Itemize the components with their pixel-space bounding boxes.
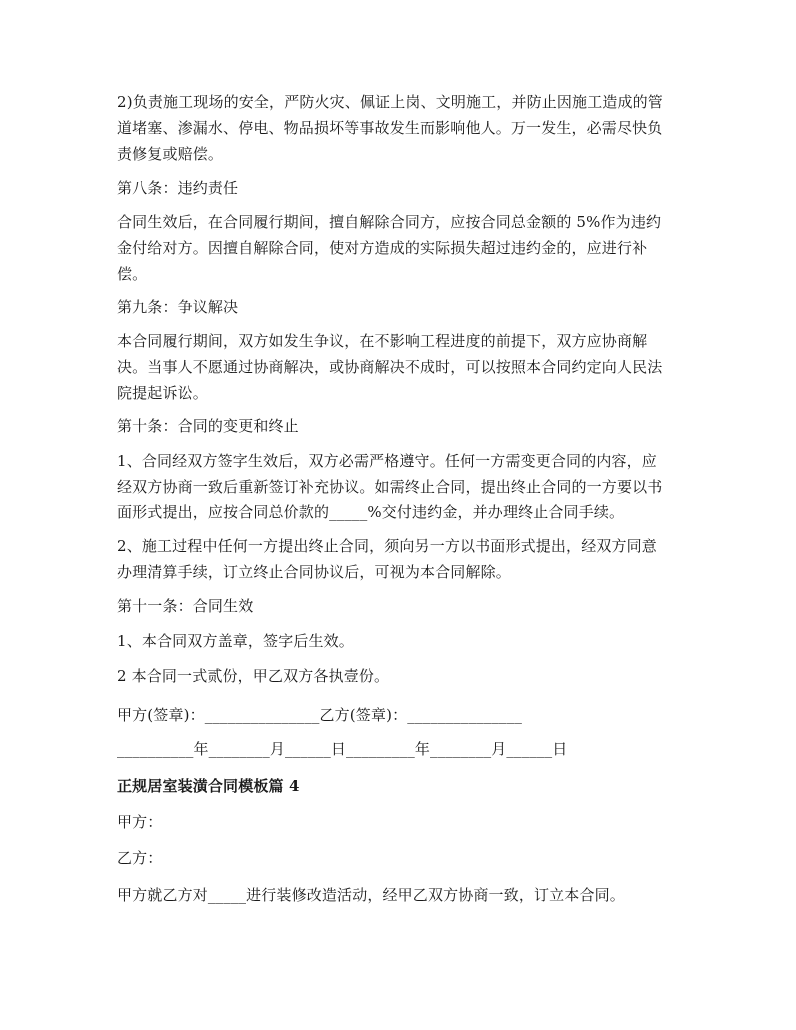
clause-9-para-line-3: 院提起诉讼。 bbox=[117, 384, 208, 402]
date-line: __________年________月______日_________年________月______日 bbox=[117, 740, 568, 758]
clause-10-item-1-line-3: 面形式提出，应按合同总价款的_____%交付违约金，并办理终止合同手续。 bbox=[117, 503, 625, 521]
clause-9-heading: 第九条：争议解决 bbox=[117, 298, 239, 316]
clause-7-item-2-line-3: 责修复或赔偿。 bbox=[117, 145, 224, 163]
clause-7-item-2-line-2: 道堵塞、渗漏水、停电、物品损坏等事故发生而影响他人。万一发生，必需尽快负 bbox=[117, 119, 663, 137]
clause-10-item-2-line-1: 2、施工过程中任何一方提出终止合同，须向另一方以书面形式提出，经双方同意 bbox=[117, 537, 657, 555]
clause-10-item-2-line-2: 办理清算手续，订立终止合同协议后，可视为本合同解除。 bbox=[117, 563, 511, 581]
signature-line: 甲方(签章)：_______________乙方(签章)：_______________ bbox=[117, 706, 523, 724]
clause-11-heading: 第十一条：合同生效 bbox=[117, 597, 254, 615]
clause-8-para-line-1: 合同生效后，在合同履行期间，擅自解除合同方，应按合同总金额的 5%作为违约 bbox=[117, 213, 662, 231]
clause-10-heading: 第十条：合同的变更和终止 bbox=[117, 417, 299, 435]
clause-8-heading: 第八条：违约责任 bbox=[117, 179, 239, 197]
clause-10-item-1-line-1: 1、合同经双方签字生效后，双方必需严格遵守。任何一方需变更合同的内容，应 bbox=[117, 452, 657, 470]
clause-11-item-1: 1、本合同双方盖章，签字后生效。 bbox=[117, 632, 354, 650]
section-title: 正规居室装潢合同模板篇 4 bbox=[117, 777, 300, 795]
clause-10-item-1-line-2: 经双方协商一致后重新签订补充协议。如需终止合同，提出终止合同的一方要以书 bbox=[117, 478, 663, 496]
clause-9-para-line-2: 决。当事人不愿通过协商解决，或协商解决不成时，可以按照本合同约定向人民法 bbox=[117, 358, 663, 376]
party-b-label: 乙方： bbox=[117, 849, 163, 867]
clause-11-item-2: 2 本合同一式贰份，甲乙双方各执壹份。 bbox=[117, 667, 390, 685]
clause-7-item-2-line-1: 2)负责施工现场的安全，严防火灾、佩证上岗、文明施工，并防止因施工造成的管 bbox=[117, 93, 663, 111]
clause-8-para-line-2: 金付给对方。因擅自解除合同，使对方造成的实际损失超过违约金的，应进行补 bbox=[117, 239, 648, 257]
clause-9-para-line-1: 本合同履行期间，双方如发生争议，在不影响工程进度的前提下，双方应协商解 bbox=[117, 332, 648, 350]
clause-8-para-line-3: 偿。 bbox=[117, 265, 148, 283]
agreement-intro: 甲方就乙方对_____进行装修改造活动，经甲乙双方协商一致，订立本合同。 bbox=[117, 886, 625, 904]
party-a-label: 甲方： bbox=[117, 813, 163, 831]
